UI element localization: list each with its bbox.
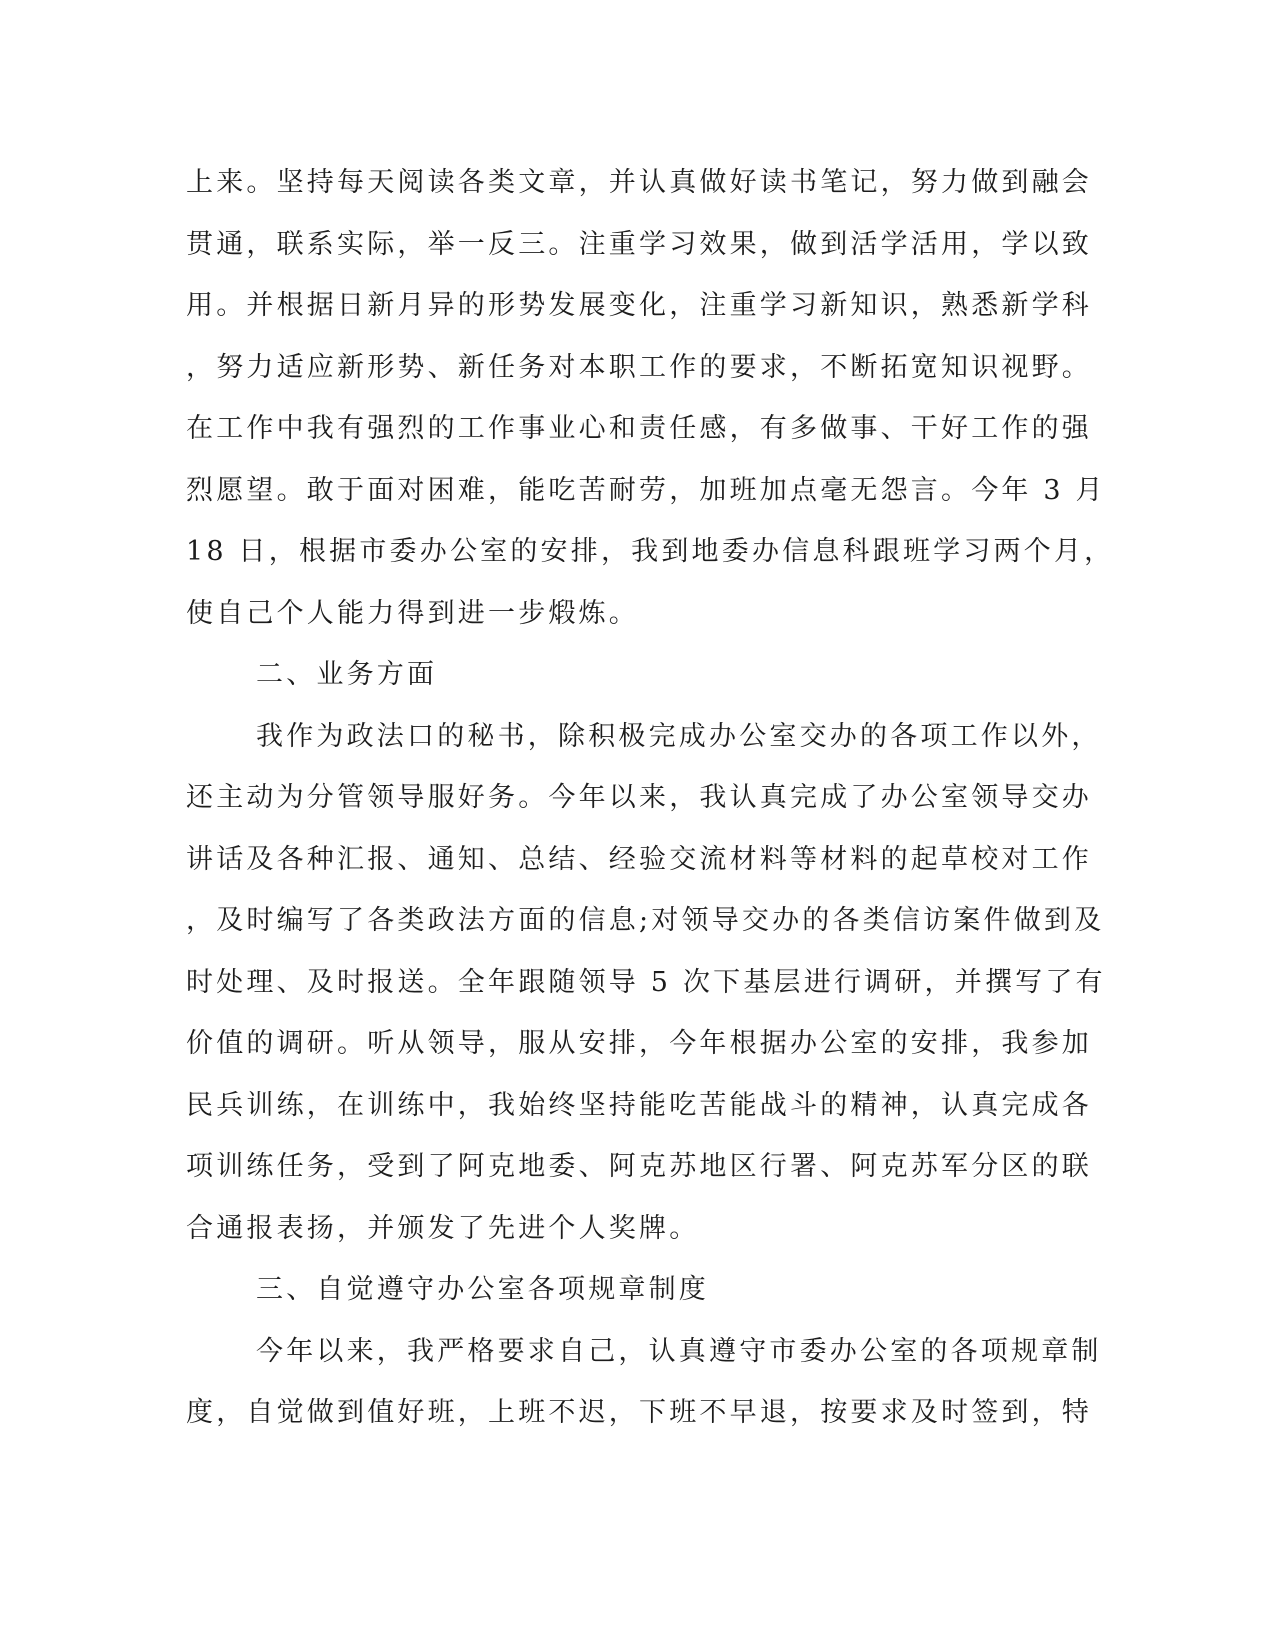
body-text <box>186 160 1115 1452</box>
text-line: 18 日，根据市委办公室的安排，我到地委办信息科跟班学习两个月， <box>186 536 1115 567</box>
text-line: 贯通，联系实际，举一反三。注重学习效果，做到活学活用，学以致 <box>186 228 1092 260</box>
text-line: 烈愿望。敢于面对困难，能吃苦耐劳，加班加点毫无怨言。今年 3 月 <box>186 474 1106 506</box>
text-line: 项训练任务，受到了阿克地委、阿克苏地区行署、阿克苏军分区的联 <box>186 1151 1092 1182</box>
section-heading: 三、自觉遵守办公室各项规章制度 <box>256 1274 709 1305</box>
text-line: 用。并根据日新月异的形势发展变化，注重学习新知识，熟悉新学科 <box>186 290 1092 321</box>
text-line: 度，自觉做到值好班，上班不迟，下班不早退，按要求及时签到，特 <box>186 1397 1092 1428</box>
text-line: 合通报表扬，并颁发了先进个人奖牌。 <box>186 1212 700 1244</box>
text-line: 价值的调研。听从领导，服从安排，今年根据办公室的安排，我参加 <box>186 1028 1092 1059</box>
text-line: 讲话及各种汇报、通知、总结、经验交流材料等材料的起草校对工作 <box>186 843 1092 875</box>
section-heading: 二、业务方面 <box>256 659 438 690</box>
text-line: 在工作中我有强烈的工作事业心和责任感，有多做事、干好工作的强 <box>186 413 1092 444</box>
text-line: ，努力适应新形势、新任务对本职工作的要求，不断拓宽知识视野。 <box>186 351 1092 383</box>
text-line: 时处理、及时报送。全年跟随领导 5 次下基层进行调研，并撰写了有 <box>186 966 1106 998</box>
text-line: 上来。坚持每天阅读各类文章，并认真做好读书笔记，努力做到融会 <box>186 167 1092 198</box>
text-line: 民兵训练，在训练中，我始终坚持能吃苦能战斗的精神，认真完成各 <box>186 1089 1092 1121</box>
text-line: 使自己个人能力得到进一步煅炼。 <box>186 597 639 629</box>
text-line: ，及时编写了各类政法方面的信息;对领导交办的各类信访案件做到及 <box>186 905 1105 936</box>
text-line: 还主动为分管领导服好务。今年以来，我认真完成了办公室领导交办 <box>186 782 1092 813</box>
text-line: 今年以来，我严格要求自己，认真遵守市委办公室的各项规章制 <box>256 1335 1102 1367</box>
text-line: 我作为政法口的秘书，除积极完成办公室交办的各项工作以外， <box>256 720 1102 752</box>
